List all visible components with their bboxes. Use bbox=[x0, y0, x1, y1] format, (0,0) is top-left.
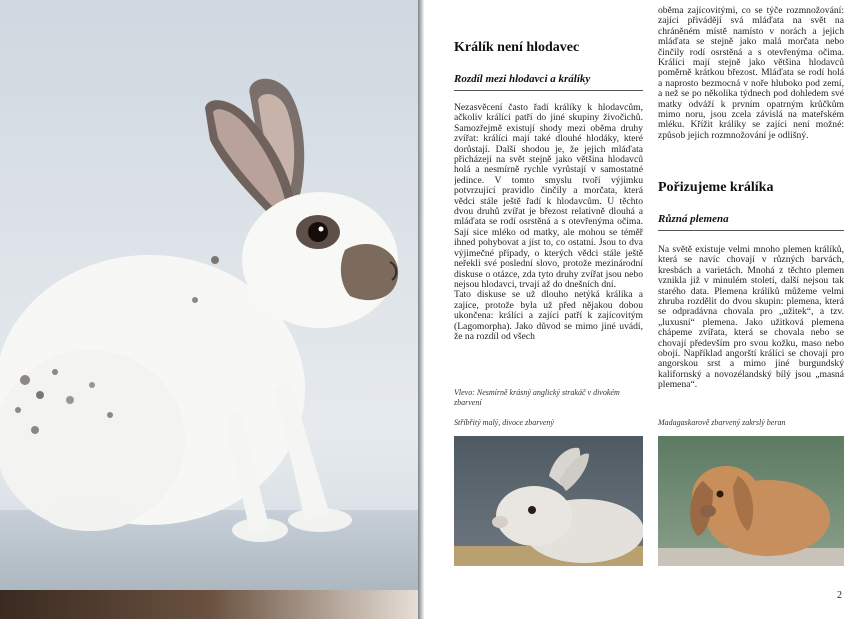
caption-main-photo: Vlevo: Nesmírně krásný anglický strakáč v divokém zbarvení bbox=[454, 388, 620, 407]
section-title-2: Pořizujeme králíka bbox=[658, 180, 774, 195]
photo-lop-rabbit bbox=[658, 436, 844, 566]
photo-bottom-edge bbox=[0, 590, 420, 619]
body-text-col2: Na světě existuje velmi mnoho plemen králíků, která se navíc chovají v různých barvách, kresbách a varietách. Mnohá z těchto plemen vznikla již v minulém století, další nejsou tak starého data. Plemena králíků můžeme velmi zhruba rozdělit do dvou skupin: plemena, která se odpradávna chovala pro „užitek“, a tzv. „luxusní“ plemena. Jako užitková plemena chápeme zvířata, která se chovala nebo se chovají především pro svou kožku, maso nebo obojí. Například angorští králíci se chovají pro angorskou srst a mimo jiné burgundský kalifornský a novozélandský bílý jsou „masná plemena“. bbox=[658, 245, 844, 391]
caption-photo-right: Madagaskarově zbarvený zakrslý beran bbox=[658, 418, 786, 427]
body-text-col2-top: oběma zajícovitými, co se týče rozmnožování: zajíci přivádějí svá mláďata na svět na chráněném místě namísto v norách a jejich mláďata se stejně jako malá morčata nebo činčily rodí osrstěná a s otevřenýma očima. Králíci mají stejně jako většina hlodavců poměrně krátkou březost. Mláďata se rodí holá a naprosto bezmocná v noře hluboko pod zemí, a než se po několika týdnech pod dohledem své matky odváží k prvním opatrným krůčkům mimo noru, jsou zcela závislá na mateřském mléku. Křížit králíky se zajíci není možné: způsob jejich rozmnožování je odlišný. bbox=[658, 6, 844, 141]
section-subtitle-2: Různá plemena bbox=[658, 213, 729, 225]
rabbit-illustration bbox=[0, 0, 420, 619]
left-page-photo bbox=[0, 0, 420, 619]
subtitle-rule-2 bbox=[658, 230, 844, 231]
silver-rabbit-illustration bbox=[454, 436, 643, 566]
subtitle-rule bbox=[454, 90, 643, 91]
right-page bbox=[424, 0, 850, 619]
body-text-col1: Nezasvěcení často řadí králíky k hlodavcům, ačkoliv králíci patří do jiné skupiny živočichů. Samozřejmě existují shody mezi oběma druhy zvířat: králíci mají také dlouhé hlodáky, které dorůstají. Další shodou je, že jejich mláďata přicházejí na svět stejně jako většina hlodavců holá a nesmírně rychle vyrůstají v samostatné jedince. V tomto smyslu tvoří výjimku potvrzující pravidlo činčily a morčata, která vědci stále ještě řadí k hlodavcům. U těchto dvou druhů zvířat je březost relativně dlouhá a mláďata se rodí osrstěná a s otevřenýma očima. Sají sice mléko od matky, ale mohou se téměř ihned pohybovat a jíst to, co ostatní. Jsou to dva výjimečné případy, o kterých vědci stále ještě neřekli své poslední slovo, protože mezinárodní diskuse o otázce, zda tyto druhy zvířat jsou nebo nejsou hlodavci, trvají až do dnešních dní. Tato diskuse se už dlouho netýká králíka a zajíce, protože byla už před nějakou dobou ukončena: králíci a zajíci patří k zajícovitým (Lagomorpha). Jako důvod se mimo jiné uvádí, že na rozdíl od všech bbox=[454, 103, 643, 342]
page-number: 2 bbox=[837, 590, 842, 601]
lop-rabbit-illustration bbox=[658, 436, 844, 566]
photo-silver-rabbit bbox=[454, 436, 643, 566]
section-title: Králík není hlodavec bbox=[454, 40, 580, 55]
caption-photo-left: Stříbřitý malý, divoce zbarvený bbox=[454, 418, 554, 427]
section-subtitle: Rozdíl mezi hlodavci a králíky bbox=[454, 73, 591, 85]
